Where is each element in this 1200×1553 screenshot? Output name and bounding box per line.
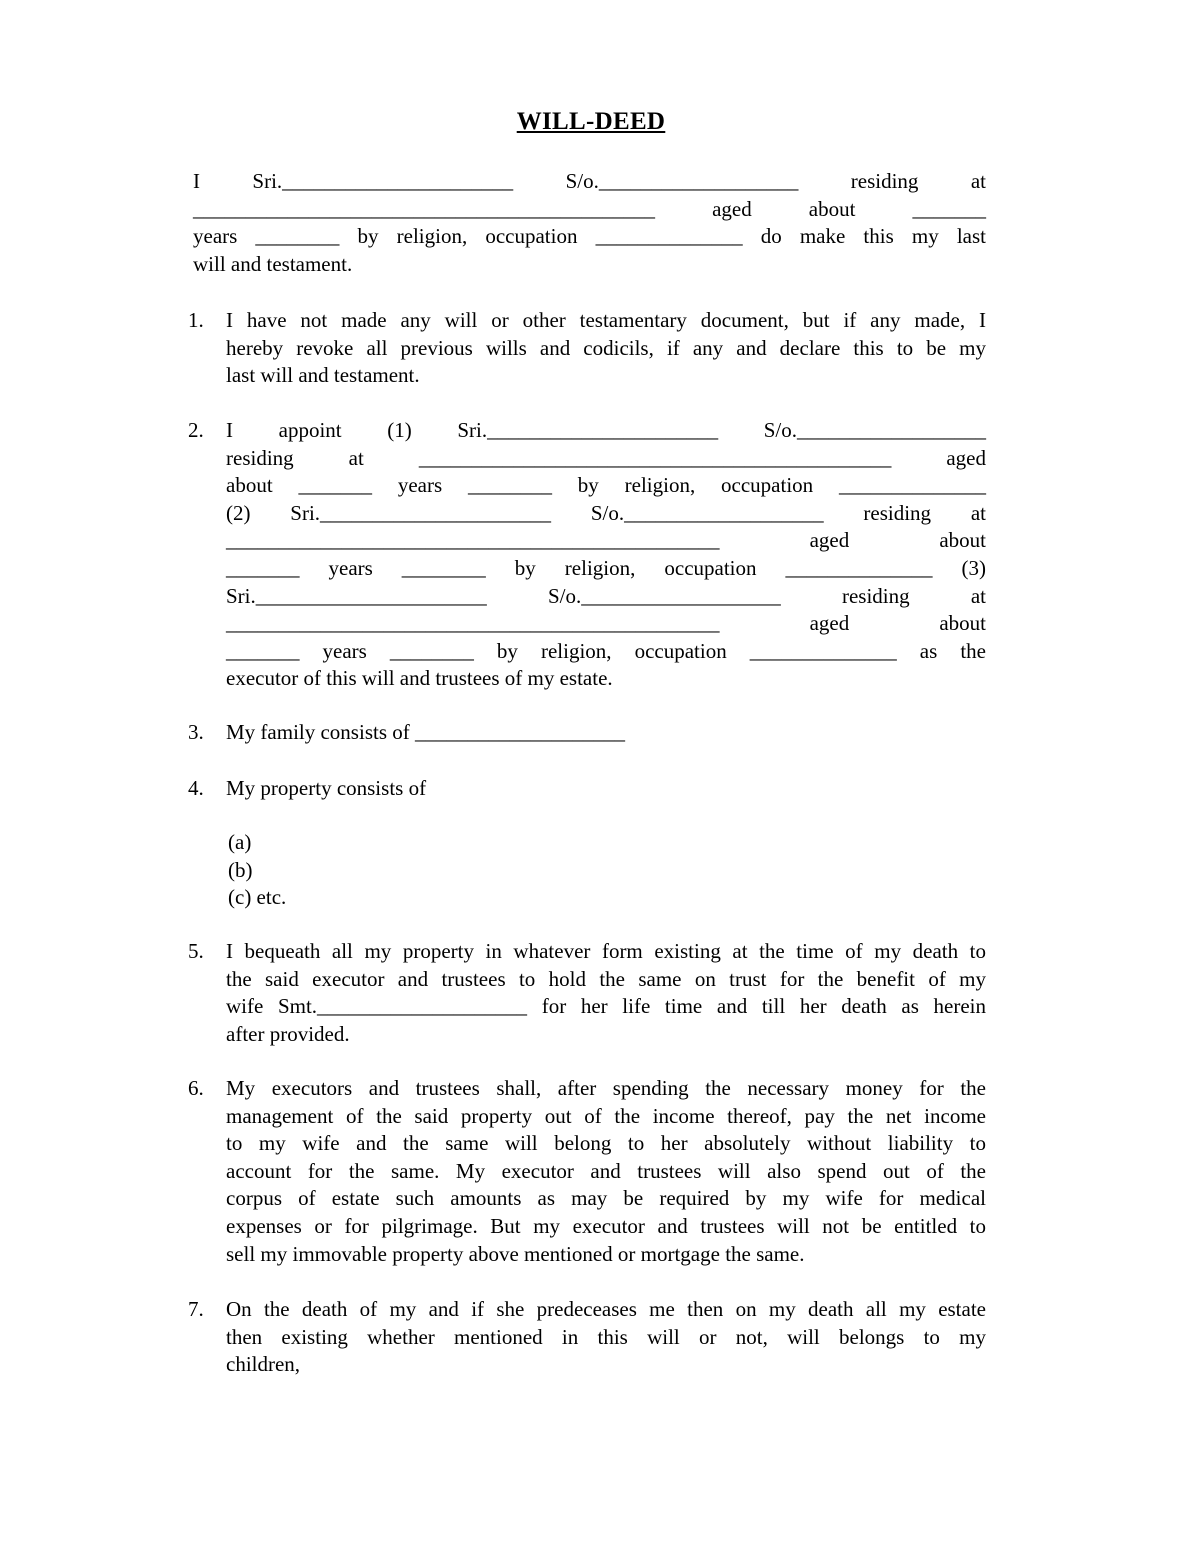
clause-line: expenses or for pilgrimage. But my executor and trustees will not be entitled to [226,1213,986,1238]
clause-number: 1. [188,308,204,332]
list-item: (c) etc. [228,885,287,910]
clause-line: to my wife and the same will belong to her absolutely without liability to [226,1131,986,1156]
intro-line: will and testament. [193,251,353,276]
clause-2-text [226,417,986,693]
clause-1-text [226,307,986,390]
clause-line: My family consists of ____________________ [226,720,625,744]
intro-paragraph [193,168,986,278]
clause-line: _______ years ________ by religion, occupation ______________ as the [226,638,986,663]
clause-number: 7. [188,1297,204,1321]
clause-line: residing at _____________________________________________ aged [226,445,986,470]
clause-number: 3. [188,720,204,744]
clause-line: I have not made any will or other testamentary document, but if any made, I [226,308,986,332]
clause-line: My executors and trustees shall, after spending the necessary money for the [226,1076,986,1100]
clause-number: 6. [188,1076,204,1100]
page-title: WILL-DEED [516,108,666,135]
clause-number: 4. [188,776,204,800]
list-item: (a) [228,830,252,854]
clause-6-text [226,1075,986,1268]
clause-line: children, [226,1352,301,1377]
clause-line: I bequeath all my property in whatever form existing at the time of my death to [226,939,986,963]
clause-line: _______________________________________________ aged about [226,611,986,636]
clause-7-text [226,1296,986,1379]
list-item: (b) [228,857,253,882]
clause-line: about _______ years ________ by religion, occupation ______________ [226,473,986,498]
clause-line: executor of this will and trustees of my estate. [226,666,613,691]
clause-3-text [226,719,986,747]
clause-line: sell my immovable property above mentioned or mortgage the same. [226,1241,805,1266]
clause-line: the said executor and trustees to hold the same on trust for the benefit of my [226,966,986,991]
clause-line: then existing whether mentioned in this will or not, will belongs to my [226,1324,986,1349]
clause-line: corpus of estate such amounts as may be required by my wife for medical [226,1186,986,1211]
clause-line: _______________________________________________ aged about [226,528,986,553]
clause-4-text [226,775,986,803]
intro-line: I Sri.______________________ S/o.___________________ residing at [193,169,986,193]
clause-line: On the death of my and if she predeceases me then on my death all my estate [226,1297,986,1321]
clause-line: account for the same. My executor and trustees will also spend out of the [226,1158,986,1183]
clause-line: I appoint (1) Sri.______________________ S/o.__________________ [226,418,986,442]
clause-line: wife Smt.____________________ for her life time and till her death as herein [226,994,986,1019]
clause-line: management of the said property out of the income thereof, pay the net income [226,1103,986,1128]
intro-line: years ________ by religion, occupation ______________ do make this my last [193,224,986,249]
clause-line: My property consists of [226,776,427,800]
clause-5-text [226,938,986,1048]
clause-line: hereby revoke all previous wills and codicils, if any and declare this to be my [226,335,986,360]
intro-line: ____________________________________________ aged about _______ [193,196,986,221]
clause-line: _______ years ________ by religion, occupation ______________ (3) [226,555,986,580]
clause-line: Sri.______________________ S/o.___________________ residing at [226,583,986,608]
clause-number: 5. [188,939,204,963]
clause-line: (2) Sri.______________________ S/o.___________________ residing at [226,500,986,525]
clause-line: after provided. [226,1021,350,1046]
clause-line: last will and testament. [226,363,420,388]
property-list [228,829,286,912]
clause-number: 2. [188,418,204,442]
